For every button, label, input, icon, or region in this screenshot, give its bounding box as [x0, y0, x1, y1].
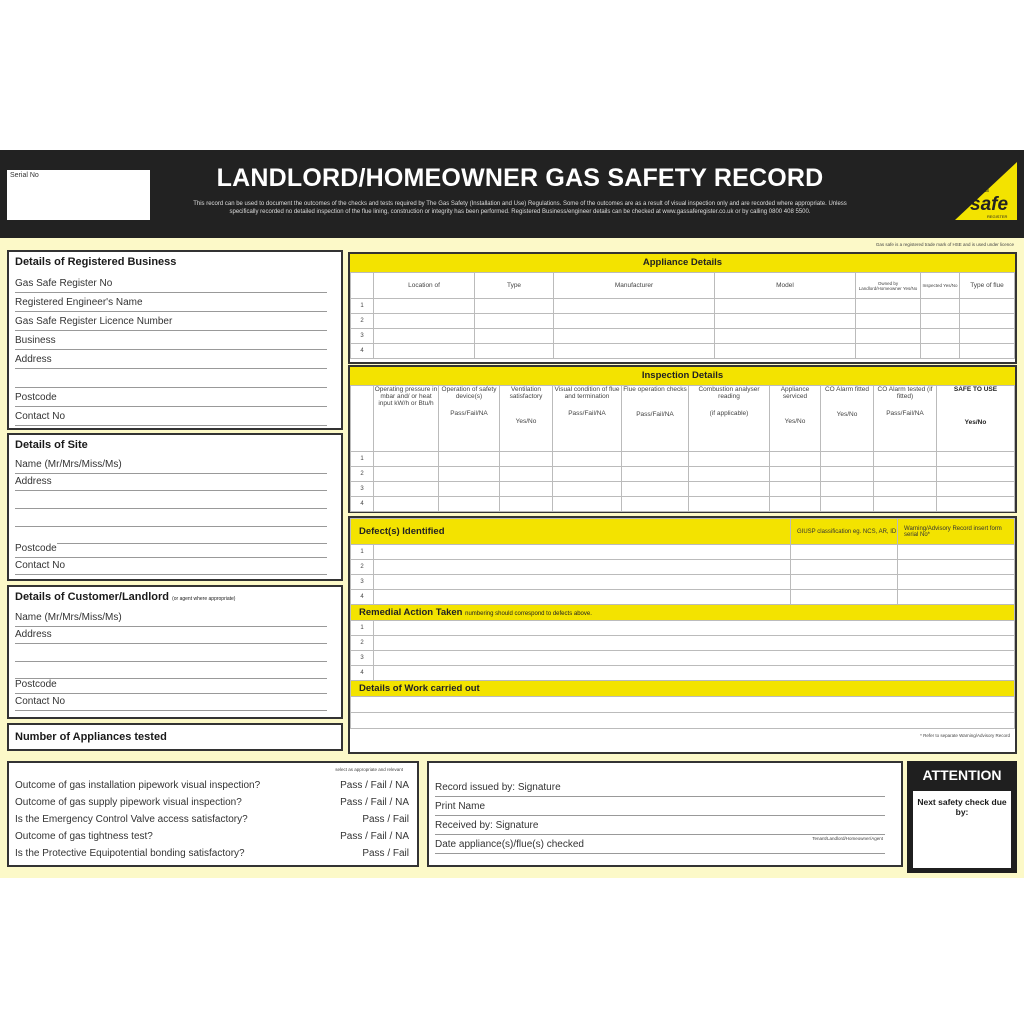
col-location: Location of	[374, 273, 475, 299]
form-header	[0, 150, 1024, 238]
table-row[interactable]	[374, 636, 1015, 651]
serial-no-label: Serial No	[10, 172, 39, 179]
checks-box	[7, 761, 419, 867]
col-inspected: Inspected Yes/No	[921, 273, 960, 299]
table-row[interactable]	[374, 666, 1015, 681]
form-title: LANDLORD/HOMEOWNER GAS SAFETY RECORD	[216, 164, 824, 192]
work-title: Details of Work carried out	[351, 681, 1015, 697]
work-line[interactable]	[351, 697, 1015, 713]
attention-box	[907, 761, 1017, 873]
engineer-name-field[interactable]: Registered Engineer's Name	[15, 297, 327, 312]
customer-postcode-field[interactable]: Postcode	[15, 679, 327, 694]
inspection-details-title: Inspection Details	[350, 367, 1015, 385]
table-row[interactable]	[374, 344, 475, 359]
work-line[interactable]	[351, 713, 1015, 729]
site-address-line-4[interactable]	[15, 529, 327, 544]
next-check-field[interactable]: Next safety check due by:	[913, 791, 1011, 868]
contact-no-field[interactable]: Contact No	[15, 411, 327, 426]
defects-panel	[348, 516, 1017, 754]
check-row-supply[interactable]: Outcome of gas supply pipework visual inspection? Pass / Fail / NA	[15, 797, 409, 808]
site-heading: Details of Site	[15, 439, 88, 451]
site-contact-no-field[interactable]: Contact No	[15, 560, 327, 575]
signatures-box	[427, 761, 903, 867]
col-manufacturer: Manufacturer	[554, 273, 715, 299]
table-row[interactable]	[374, 497, 439, 512]
table-row[interactable]	[374, 299, 475, 314]
address-field[interactable]: Address	[15, 354, 327, 369]
site-name-field[interactable]: Name (Mr/Mrs/Miss/Ms)	[15, 459, 327, 474]
table-row[interactable]	[374, 621, 1015, 636]
serial-no-field[interactable]	[7, 170, 150, 220]
attention-title: ATTENTION	[922, 767, 1002, 783]
defects-title: Defect(s) Identified	[351, 519, 791, 545]
postcode-field[interactable]: Postcode	[15, 392, 327, 407]
customer-contact-no-field[interactable]: Contact No	[15, 696, 327, 711]
check-row-tightness[interactable]: Outcome of gas tightness test? Pass / Fail / NA	[15, 831, 409, 842]
col-type-of-flue: Type of flue	[960, 273, 1015, 299]
col-model: Model	[715, 273, 856, 299]
table-row[interactable]	[374, 467, 439, 482]
safe-to-use-header: SAFE TO USE	[953, 386, 998, 393]
table-row[interactable]	[374, 590, 791, 605]
date-checked-field[interactable]: Date appliance(s)/flue(s) checked	[435, 839, 885, 854]
check-row-bonding[interactable]: Is the Protective Equipotential bonding satisfactory? Pass / Fail	[15, 848, 409, 859]
inspection-details-table: Operating pressure in mbar and/ or heat input kW/h or Btu/h Operation of safety device(s) Pass/Fail/NA Ventilation satisfactory Yes/No Visual condition of flue and termination Pass/Fail/NA Flue operation checks Pass/Fail/NA Combustion analyser reading (if applicable) Appliance serviced Yes/No CO Alarm fitted Yes/No CO Alarm tested (if fitted) Pass/Fail/NA SAFE TO USE Yes/No 1 2 3 4	[350, 385, 1015, 512]
appliance-details-panel	[348, 252, 1017, 364]
registered-business-box	[7, 250, 343, 430]
col-type: Type	[475, 273, 554, 299]
defects-table: Defect(s) Identified GIUSP classification eg. NCS, AR, ID Warning/Advisory Record insert form serial No* 1 2 3 4 Remedial Action Taken numbering should correspond to defects above. 1 2 3 4 Details of Work carried out * Refer to separate Warning/Advisory Record	[350, 518, 1015, 743]
table-row[interactable]	[374, 329, 475, 344]
site-box	[7, 433, 343, 581]
check-row-ecv[interactable]: Is the Emergency Control Valve access satisfactory? Pass / Fail	[15, 814, 409, 825]
gas-safety-form	[0, 150, 1024, 878]
trademark-note: Gas safe is a registered trade mark of HSE and is used under licence	[875, 242, 1014, 247]
site-address-line-2[interactable]	[15, 494, 327, 509]
gas-safe-register-no-field[interactable]: Gas Safe Register No	[15, 278, 327, 293]
appliances-tested-box[interactable]	[7, 723, 343, 751]
table-row[interactable]	[374, 651, 1015, 666]
inspection-details-panel	[348, 365, 1017, 513]
remedial-title: Remedial Action Taken numbering should correspond to defects above.	[351, 605, 1015, 621]
customer-name-field[interactable]: Name (Mr/Mrs/Miss/Ms)	[15, 612, 327, 627]
appliance-details-title: Appliance Details	[350, 254, 1015, 272]
table-row[interactable]	[374, 545, 791, 560]
check-row-pipework[interactable]: Outcome of gas installation pipework visual inspection? Pass / Fail / NA	[15, 780, 409, 791]
col-owned-by: Owned by Landlord/Homeowner Yes/No	[856, 273, 921, 299]
table-row[interactable]	[374, 575, 791, 590]
customer-address-line-3[interactable]	[15, 664, 327, 679]
address-line-2[interactable]	[15, 373, 327, 388]
table-row[interactable]	[374, 560, 791, 575]
received-signature-field[interactable]: Received by: Signature	[435, 820, 885, 835]
table-row[interactable]	[374, 314, 475, 329]
appliance-details-table: Location of Type Manufacturer Model Owned by Landlord/Homeowner Yes/No Inspected Yes/No Type of flue 1 2 3 4	[350, 272, 1015, 359]
checks-note: select as appropriate and relevant	[335, 767, 403, 772]
print-name-field[interactable]: Print Name	[435, 801, 885, 816]
received-note: Tenant/Landlord/Homeowner/Agent	[812, 836, 883, 841]
appliances-tested-label: Number of Appliances tested	[15, 731, 167, 743]
form-subtitle: This record can be used to document the outcomes of the checks and tests required by The Gas Safety (Installation and Use) Regulations. Some of the outcomes are as a result of visual inspection only and are recorded where appropriate. Unless specifically recorded no detailed inspection of the flue lining, construction or integrity has been performed. Registered Business/engineer details can be checked at www.gassaferegister.co.uk or by calling 0800 408 5500.	[193, 201, 847, 215]
site-address-line-3[interactable]	[15, 512, 327, 527]
work-footnote: * Refer to separate Warning/Advisory Record	[351, 729, 1015, 743]
customer-box	[7, 585, 343, 719]
registered-business-heading: Details of Registered Business	[15, 256, 177, 268]
site-address-field[interactable]: Address	[15, 476, 327, 491]
licence-number-field[interactable]: Gas Safe Register Licence Number	[15, 316, 327, 331]
table-row[interactable]	[374, 452, 439, 467]
customer-address-field[interactable]: Address	[15, 629, 327, 644]
site-postcode-field[interactable]: Postcode	[15, 543, 327, 558]
business-field[interactable]: Business	[15, 335, 327, 350]
gas-safe-logo: gas safe REGISTER	[955, 162, 1017, 220]
customer-address-line-2[interactable]	[15, 647, 327, 662]
customer-heading: Details of Customer/Landlord (or agent where appropriate)	[15, 591, 236, 603]
table-row[interactable]	[374, 482, 439, 497]
issued-signature-field[interactable]: Record issued by: Signature	[435, 782, 885, 797]
